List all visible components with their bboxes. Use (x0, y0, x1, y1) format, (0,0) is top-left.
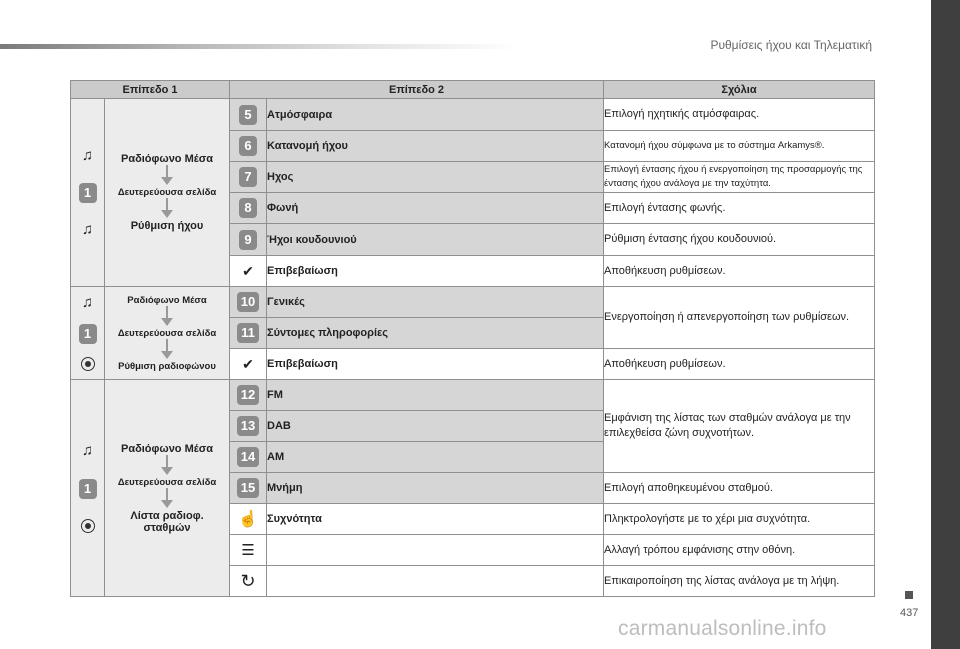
comment: Επιλογή αποθηκευμένου σταθμού. (604, 473, 875, 504)
column-header: Επίπεδο 1 (71, 81, 230, 99)
comment: Αποθήκευση ρυθμίσεων. (604, 256, 875, 287)
level1-item: Ραδιόφωνο Μέσα (127, 294, 207, 306)
comment: Εμφάνιση της λίστας των σταθμών ανάλογα με την επιλεχθείσα ζώνη συχνοτήτων. (604, 380, 875, 473)
radio-settings-icon (81, 357, 95, 371)
number-badge: 13 (237, 416, 259, 436)
comment: Επιλογή έντασης φωνής. (604, 193, 875, 224)
step-badge: 1 (79, 479, 97, 499)
column-header: Σχόλια (604, 81, 875, 99)
settings-table (70, 80, 875, 597)
radio-list-icon (81, 519, 95, 533)
page-title: Ρυθμίσεις ήχου και Τηλεματική (710, 38, 872, 52)
level1-item: Ρύθμιση ραδιοφώνου (118, 360, 216, 372)
level1-icons (71, 380, 105, 597)
hand-icon: ☝ (238, 511, 258, 528)
level1-item: Ραδιόφωνο Μέσα (120, 153, 213, 165)
comment: Πληκτρολογήστε με το χέρι μια συχνότητα. (604, 504, 875, 535)
down-arrow-icon (161, 198, 173, 220)
comment: Ρύθμιση έντασης ήχου κουδουνιού. (604, 224, 875, 256)
level1-path (105, 99, 230, 287)
level1-item: Ρύθμιση ήχου (130, 220, 204, 232)
number-badge: 5 (239, 105, 257, 125)
watermark: carmanualsonline.info (618, 617, 827, 640)
level2-name: Συχνότητα (267, 504, 604, 535)
comment: Αποθήκευση ρυθμίσεων. (604, 349, 875, 380)
comment: Επιλογή ηχητικής ατμόσφαιρας. (604, 99, 875, 131)
comment: Αλλαγή τρόπου εμφάνισης στην οθόνη. (604, 535, 875, 566)
number-badge: 10 (237, 292, 259, 312)
comment: Ενεργοποίηση ή απενεργοποίηση των ρυθμίσεων. (604, 287, 875, 349)
table-row (71, 287, 875, 318)
level2-name: AM (267, 442, 604, 473)
level2-name: Φωνή (267, 193, 604, 224)
level2-name: Σύντομες πληροφορίες (267, 318, 604, 349)
level2-name: Επιβεβαίωση (267, 349, 604, 380)
level2-name (267, 535, 604, 566)
table-header-row (71, 81, 875, 99)
number-badge: 6 (239, 136, 257, 156)
table-row (71, 99, 875, 131)
music-note-icon: ♫ (81, 294, 94, 311)
page-number: 437 (900, 607, 919, 619)
sound-settings-icon: ♫ (81, 220, 94, 238)
music-note-icon: ♫ (81, 146, 94, 164)
level1-icons (71, 287, 105, 380)
column-header: Επίπεδο 2 (230, 81, 604, 99)
down-arrow-icon (161, 339, 173, 361)
down-arrow-icon (161, 306, 173, 328)
down-arrow-icon (161, 455, 173, 477)
level1-item: Ραδιόφωνο Μέσα (120, 442, 213, 455)
level2-name (267, 566, 604, 597)
comment: Κατανομή ήχου σύμφωνα με το σύστημα Arkamys®. (604, 131, 875, 162)
number-badge: 15 (237, 478, 259, 498)
number-badge: 12 (237, 385, 259, 405)
level2-name: Μνήμη (267, 473, 604, 504)
level2-name: DAB (267, 411, 604, 442)
level2-name: Ατμόσφαιρα (267, 99, 604, 131)
level2-name: Επιβεβαίωση (267, 256, 604, 287)
level2-name: Ηχος (267, 162, 604, 193)
checkmark-icon: ✔ (242, 355, 254, 372)
comment: Επικαιροποίηση της λίστας ανάλογα με τη λήψη. (604, 566, 875, 597)
level1-path (105, 287, 230, 380)
comment: Επιλογή έντασης ήχου ή ενεργοποίηση της προσαρμογής της έντασης ήχου ανάλογα με την ταχύτητα. (604, 162, 875, 193)
level2-name: FM (267, 380, 604, 411)
header-gradient-bar (0, 44, 520, 49)
level1-path (105, 380, 230, 597)
number-badge: 8 (239, 198, 257, 218)
music-note-icon: ♫ (81, 442, 94, 459)
down-arrow-icon (161, 165, 173, 187)
level1-item: Δευτερεύουσα σελίδα (117, 476, 217, 488)
list-view-icon: ☰ (241, 542, 255, 559)
step-badge: 1 (79, 324, 97, 344)
table-row (71, 380, 875, 411)
level1-icons (71, 99, 105, 287)
step-badge: 1 (79, 183, 97, 203)
down-arrow-icon (161, 488, 173, 510)
side-strip (931, 0, 960, 649)
level2-name: Κατανομή ήχου (267, 131, 604, 162)
checkmark-icon: ✔ (242, 262, 254, 279)
level1-item: Δευτερεύουσα σελίδα (117, 187, 217, 198)
number-badge: 7 (239, 167, 257, 187)
level2-name: Γενικές (267, 287, 604, 318)
number-badge: 14 (237, 447, 259, 467)
level2-name: Ήχοι κουδουνιού (267, 224, 604, 256)
level1-item: Δευτερεύουσα σελίδα (117, 327, 217, 339)
level1-item: Λίστα ραδιοφ. σταθμών (130, 509, 204, 534)
refresh-icon: ↻ (240, 570, 256, 591)
number-badge: 11 (237, 323, 259, 343)
number-badge: 9 (239, 230, 257, 250)
nav-marker-icon (905, 591, 913, 599)
